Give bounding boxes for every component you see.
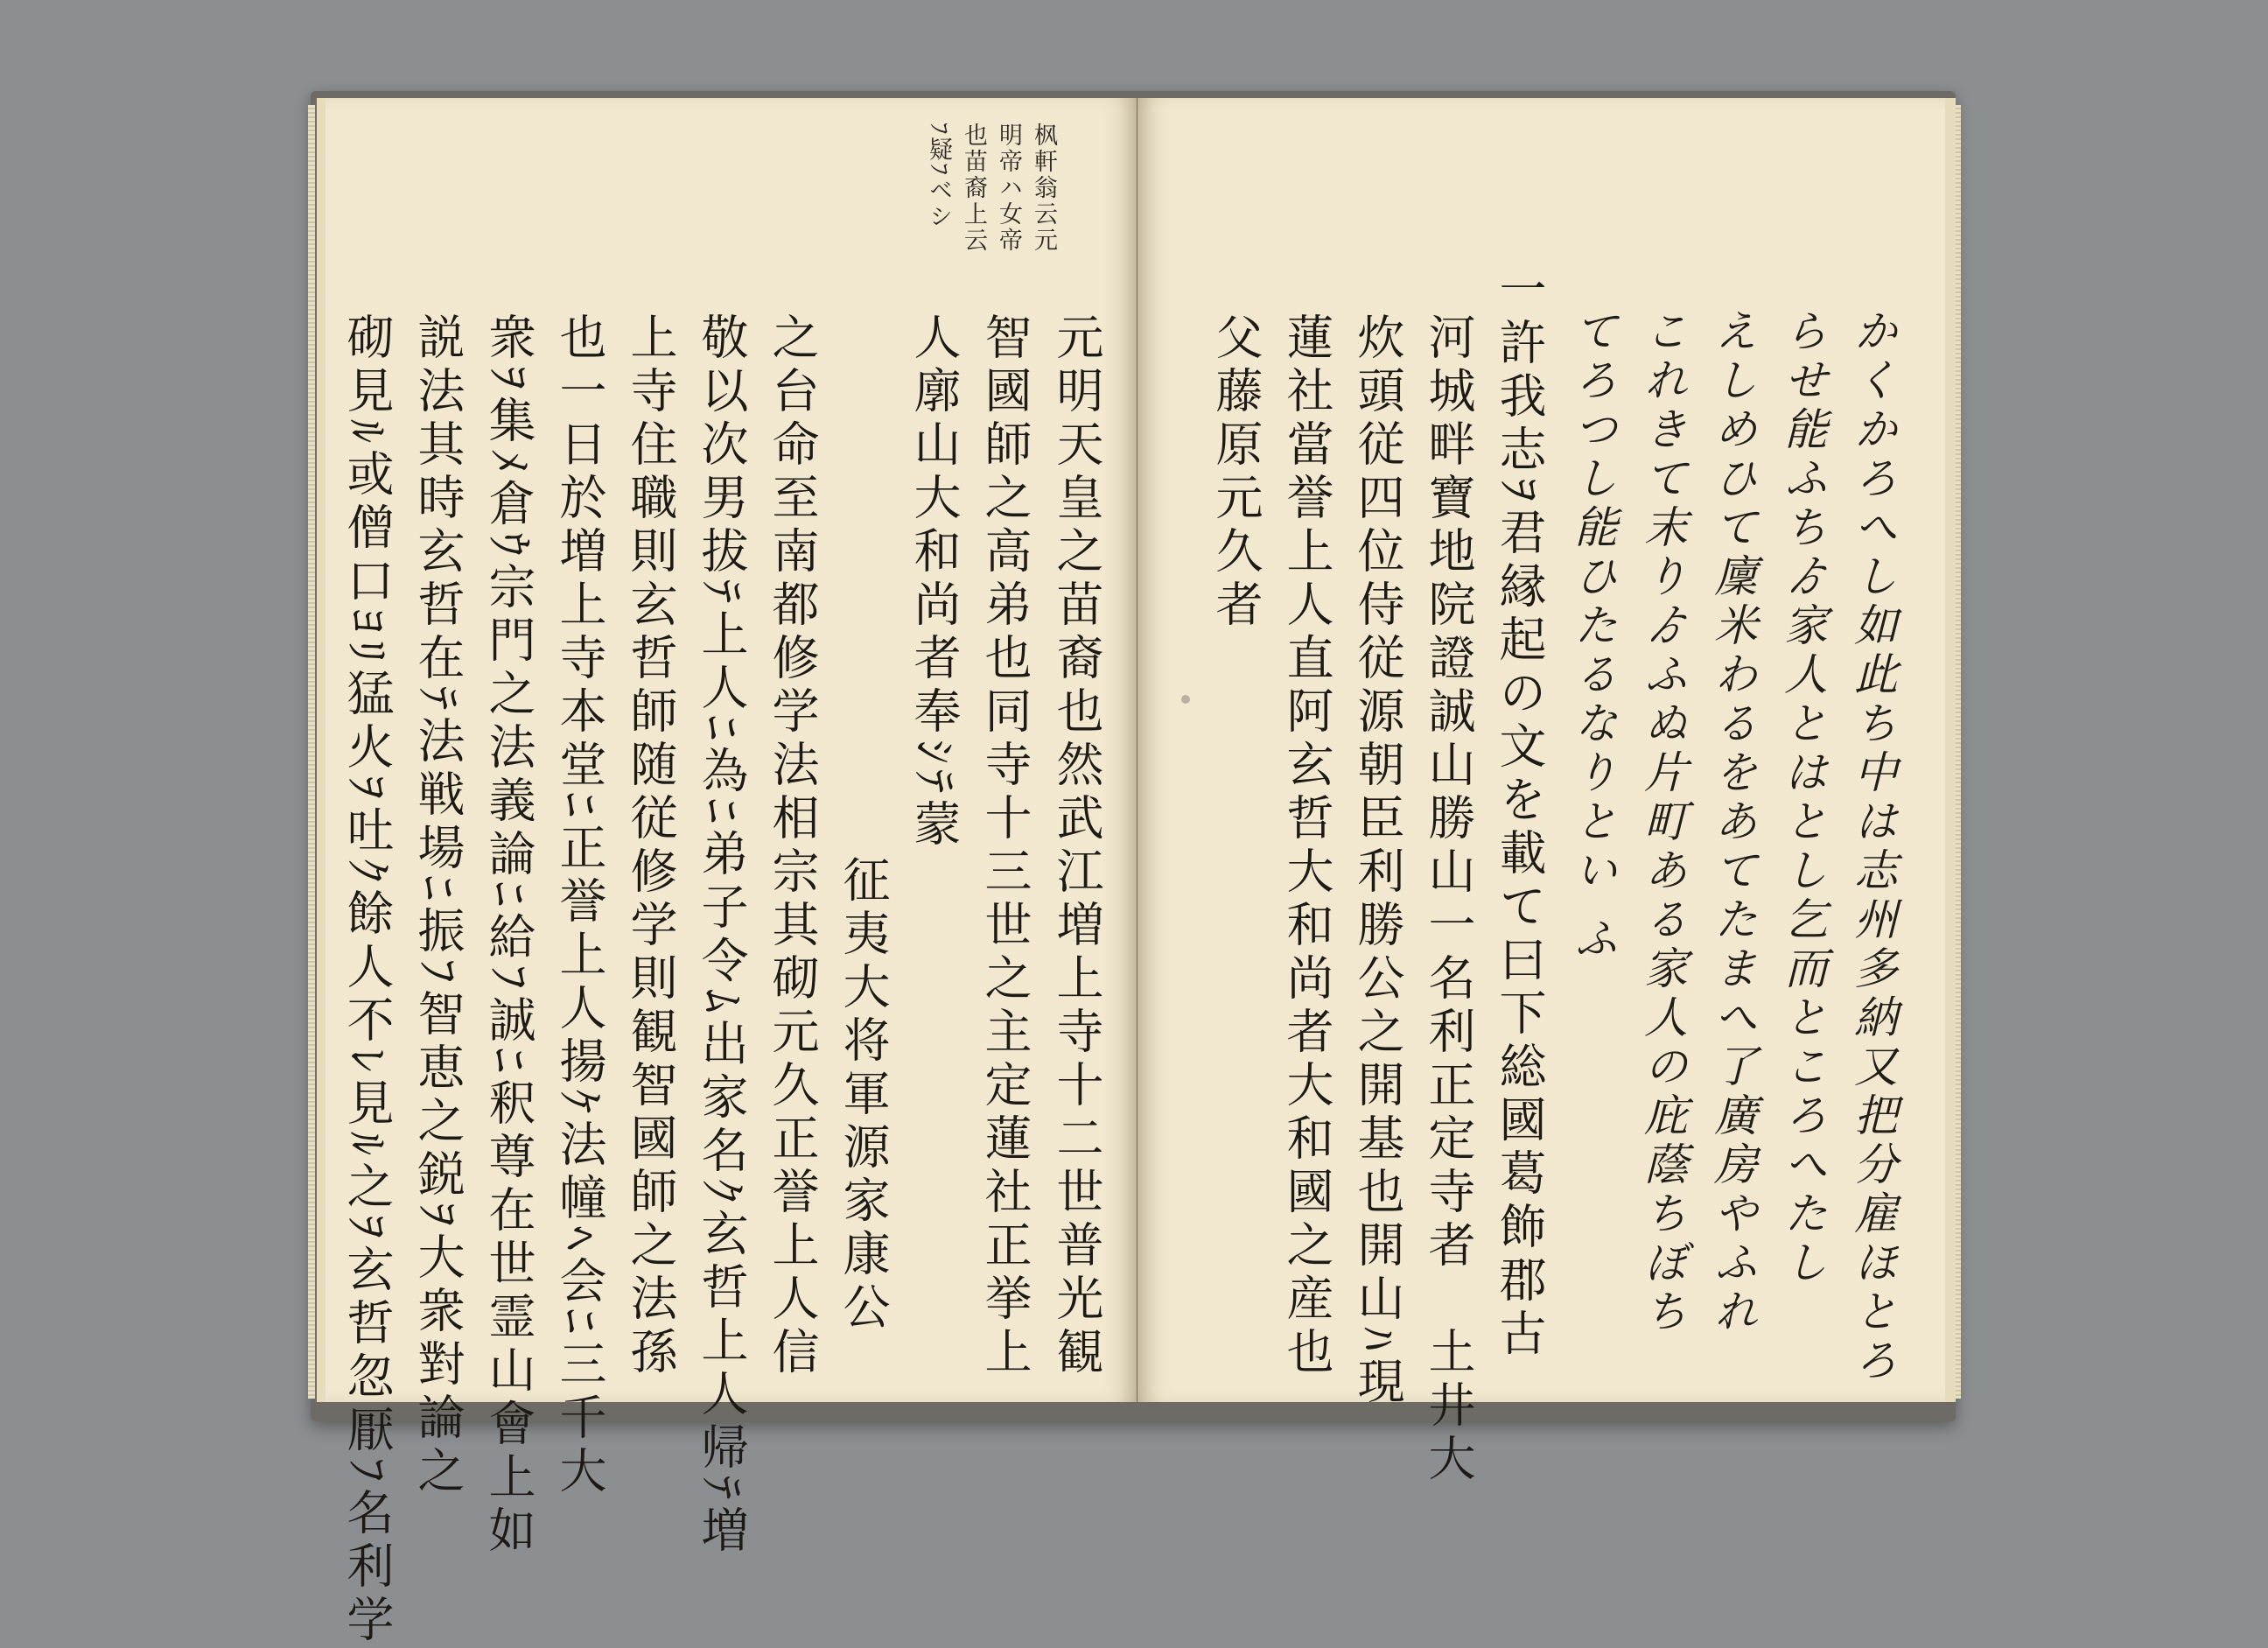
text-column-r2: 河城畔寶地院證誠山勝山一名利正定寺者 土井大	[1421, 312, 1476, 1487]
headnote-line-2: 明帝ハ女帝	[995, 123, 1022, 254]
text-column-r5: 父藤原元久者	[1208, 312, 1264, 633]
text-column-5: 之台命至南都修学法相宗其砌元久正誉上人信	[765, 312, 820, 1380]
cursive-line-4: これきて末りゟふぬ片町ある家人の庇蔭ちぼち	[1637, 308, 1688, 1337]
text-column-11: 砌見ﾙ或僧口ﾖﾘ猛火ｦ吐ｸ餘人不ﾚ見ﾙ之ｦ玄哲忽厭ﾌ名利学	[340, 312, 395, 1648]
cursive-line-5: てろつし能ひたるなりとい ふ	[1567, 308, 1618, 964]
right-page	[1138, 98, 1956, 1487]
text-column-6: 敬以次男拔ﾃ上人ﾆ為ﾆ弟子令ﾑ出家名ｸ玄哲上人帰ﾃ増	[694, 312, 749, 1559]
text-column-4: 征夷大将軍源家康公	[836, 855, 891, 1336]
text-column-10: 説法其時玄哲在ﾃ法戦場ﾆ振ﾌ智恵之鋭ｦ大衆對論之	[410, 312, 466, 1499]
headnote-line-1: 枫軒翁云元	[1030, 123, 1057, 254]
page-edges-left	[308, 105, 315, 1399]
text-column-2: 智國師之高弟也同寺十三世之主定蓮社正挙上	[977, 312, 1032, 1380]
headnote-line-3: 也苗裔上云	[960, 123, 987, 254]
text-column-1: 元明天皇之苗裔也然武江増上寺十二世普光観	[1049, 312, 1104, 1380]
text-column-3: 人廓山大和尚者奉ｼﾃ蒙	[906, 312, 962, 852]
text-column-r1: 一許我志ｦ君縁起の文を載て曰下総國葛飾郡古	[1492, 264, 1547, 1362]
headnote-line-4: ﾌ疑ﾌベシ	[925, 123, 952, 230]
cursive-line-2: らせ能ふちゟ家人とはとし乞而ところへたし	[1777, 308, 1828, 1288]
cursive-line-3: えしめひて廩米わるをあてたまへ了廣房やふれ	[1707, 308, 1758, 1337]
left-page	[317, 98, 1137, 1648]
text-column-9: 衆ｦ集ﾒ倉ｳ宗門之法義論ﾆ給ﾌ誠ﾆ釈尊在世霊山會上如	[481, 312, 536, 1559]
text-column-r3: 炊頭従四位侍従源朝臣利勝公之開基也開山ﾊ現	[1350, 312, 1405, 1410]
paper-spot	[1181, 695, 1190, 704]
text-column-8: 也一日於増上寺本堂ﾆ正誉上人揚ｹ法幢ﾍ会ﾆ三千大	[552, 312, 607, 1499]
text-column-7: 上寺住職則玄哲師随従修学則観智國師之法孫	[623, 312, 678, 1380]
cursive-line-1: かくかろへし如此ち中は志州多納又把分雇ほとろ	[1847, 308, 1898, 1386]
text-column-r4: 蓮社當誉上人直阿玄哲大和尚者大和國之産也	[1279, 312, 1334, 1380]
